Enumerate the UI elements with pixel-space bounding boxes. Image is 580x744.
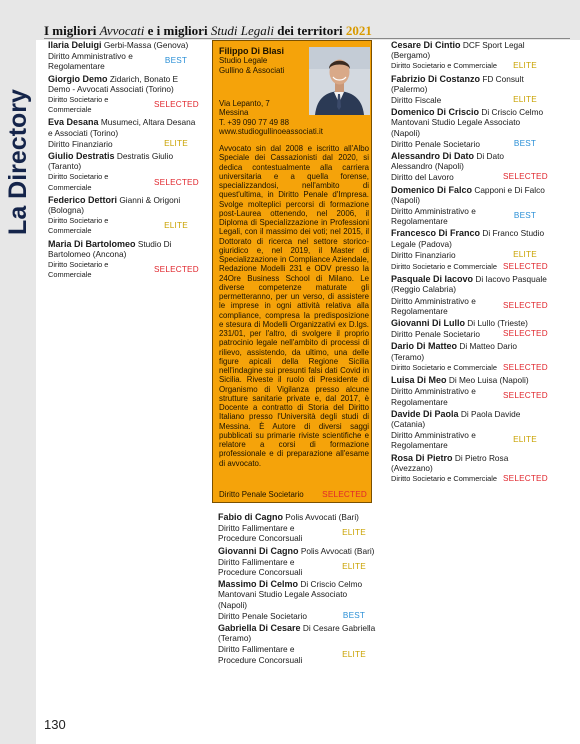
directory-entry [391, 318, 547, 339]
practice-area: Diritto Societario e Commerciale [391, 473, 497, 483]
directory-entry [391, 228, 547, 260]
ranking-badge: SELECTED [503, 473, 548, 483]
lawyer-name: Giovanni Di Cagno [218, 545, 299, 556]
ranking-badge: SELECTED [154, 177, 199, 187]
entry-heading [48, 40, 198, 50]
entry-heading [391, 375, 547, 385]
ranking-badge: ELITE [513, 249, 537, 259]
ranking-badge: ELITE [513, 61, 537, 71]
entry-heading [391, 318, 547, 328]
directory-entry [391, 151, 547, 183]
practice-area: Diritto Amministrativo e Regolamentare [391, 430, 476, 451]
ranking-badge: ELITE [164, 221, 188, 231]
lawyer-name: Fabrizio Di Costanzo [391, 73, 481, 84]
ranking-badge: BEST [513, 138, 537, 148]
ranking-badge: SELECTED [503, 262, 548, 272]
directory-entry [218, 546, 376, 578]
practice-area: Diritto Amministrativo e Regolamentare [391, 386, 476, 407]
ranking-badge: ELITE [342, 561, 366, 571]
practice-area: Diritto Societario e Commerciale [391, 262, 497, 272]
firm-name: Di Criscio Celmo Mantovani Studio Legale Associato (Napoli) [391, 107, 544, 138]
firm-name: Studio Di Bartolomeo (Ancona) [48, 238, 172, 259]
directory-entry [218, 512, 376, 544]
ranking-badge: SELECTED [503, 362, 548, 372]
entry-heading [391, 453, 547, 473]
directory-entry [391, 107, 547, 149]
entry-heading [391, 341, 547, 361]
firm-name: Di Franco Studio Legale (Padova) [391, 228, 545, 249]
practice-row [391, 206, 547, 226]
featured-profile [212, 40, 372, 503]
ranking-badge: SELECTED [503, 329, 548, 339]
firm-name: Di Matteo Dario (Teramo) [391, 341, 517, 362]
practice-area: Diritto Penale Societario [219, 490, 304, 499]
header-text: Avvocati [99, 23, 145, 38]
lawyer-name: Davide Di Paola [391, 408, 459, 419]
directory-entry [48, 74, 198, 116]
column-2 [218, 512, 376, 667]
practice-area: Diritto Fallimentare e Procedure Concorsuali [218, 556, 303, 578]
ranking-badge: ELITE [342, 528, 366, 538]
directory-entry [48, 151, 198, 193]
entry-heading [218, 512, 376, 522]
practice-area: Diritto del Lavoro [391, 172, 454, 183]
firm-name: FD Consult (Palermo) [391, 73, 524, 94]
firm-name: Di Cesare Gabriella (Teramo) [218, 623, 376, 644]
header-text: e i migliori [144, 23, 211, 38]
firm-name: Di Lullo (Trieste) [465, 318, 528, 329]
lawyer-name: Eva Desana [48, 117, 99, 128]
ranking-badge: ELITE [342, 649, 366, 659]
firm-name: Di Dato Alessandro (Napoli) [391, 151, 505, 172]
firm-name: Polis Avvocati (Bari) [298, 545, 375, 556]
lawyer-name: Domenico Di Falco [391, 184, 473, 195]
firm-name: Gerbi-Massa (Genova) [101, 40, 189, 50]
lawyer-name: Gabriella Di Cesare [218, 623, 301, 634]
featured-firm: Studio Legale [219, 56, 268, 66]
column-1 [48, 40, 198, 282]
practice-area: Diritto Societario e Commerciale [391, 362, 497, 372]
directory-entry [391, 74, 547, 106]
ranking-badge: SELECTED [154, 265, 199, 275]
practice-row [391, 386, 547, 406]
entry-heading [391, 107, 547, 138]
entry-heading [391, 274, 547, 294]
practice-row [391, 262, 547, 272]
directory-entry [48, 239, 198, 281]
practice-area: Diritto Finanziario [48, 138, 113, 149]
practice-area: Diritto Societario e Commerciale [48, 172, 109, 192]
firm-name: Di Criscio Celmo Mantovani Studio Legale Associato (Napoli) [218, 579, 363, 610]
directory-entry [391, 274, 547, 316]
ranking-badge: SELECTED [503, 391, 548, 401]
featured-phone: T. +39 090 77 49 88 [219, 117, 289, 127]
firm-name: Di Pietro Rosa (Avezzano) [391, 452, 509, 473]
practice-row [391, 430, 547, 450]
ranking-badge: SELECTED [322, 490, 367, 499]
featured-firm: Gullino & Associati [219, 65, 285, 75]
directory-entry [391, 375, 547, 407]
lawyer-name: Rosa Di Pietro [391, 452, 453, 463]
entry-heading [391, 40, 547, 60]
directory-entry [391, 185, 547, 227]
practice-row [391, 172, 547, 182]
practice-row [218, 644, 376, 664]
practice-area: Diritto Penale Societario [391, 138, 481, 149]
lawyer-name: Dario Di Matteo [391, 341, 458, 352]
practice-area: Diritto Fallimentare e Procedure Concorsuali [218, 523, 303, 544]
practice-area: Diritto Societario e Commerciale [48, 216, 109, 236]
featured-header [219, 47, 311, 75]
lawyer-name: Giovanni Di Lullo [391, 318, 465, 329]
featured-website[interactable]: www.studiogullinoeassociati.it [219, 126, 323, 136]
directory-entry [48, 40, 198, 72]
firm-name: Destratis Giulio (Taranto) [48, 151, 174, 172]
entry-heading [391, 409, 547, 429]
practice-area: Diritto Amministrativo e Regolamentare [391, 295, 476, 316]
page-number: 130 [44, 717, 66, 732]
practice-row [391, 95, 547, 105]
practice-row [391, 474, 547, 484]
header-text: Studi Legali [210, 23, 275, 38]
lawyer-name: Ilaria Deluigi [48, 40, 102, 50]
lawyer-name: Alessandro Di Dato [391, 151, 475, 162]
column-3 [391, 40, 547, 486]
practice-row [218, 611, 376, 621]
header-divider [44, 38, 570, 39]
practice-row [48, 172, 198, 192]
sidebar [0, 40, 36, 744]
practice-area: Diritto Penale Societario [218, 610, 308, 621]
firm-name: Gianni & Origoni (Bologna) [48, 194, 181, 216]
practice-row [48, 95, 198, 115]
lawyer-name: Cesare Di Cintio [391, 40, 461, 50]
lawyer-name: Giulio Destratis [48, 151, 115, 162]
ranking-badge: ELITE [513, 435, 537, 445]
entry-heading [391, 74, 547, 94]
lawyer-name: Massimo Di Celmo [218, 579, 299, 590]
firm-name: Capponi e Di Falco (Napoli) [391, 184, 545, 205]
lawyer-name: Maria Di Bartolomeo [48, 238, 136, 249]
entry-heading [48, 74, 198, 94]
lawyer-name: Luisa Di Meo [391, 375, 447, 386]
firm-name: Di Meo Luisa (Napoli) [446, 375, 529, 386]
firm-name: DCF Sport Legal (Bergamo) [391, 40, 525, 61]
directory-entry [391, 341, 547, 373]
practice-row [48, 216, 198, 236]
practice-row [218, 523, 376, 543]
lawyer-name: Federico Dettori [48, 194, 118, 205]
lawyer-name: Giorgio Demo [48, 73, 108, 84]
practice-row [391, 250, 547, 260]
directory-entry [391, 409, 547, 451]
page-header [44, 23, 372, 39]
practice-area: Diritto Societario e Commerciale [48, 260, 109, 280]
practice-row [48, 51, 198, 71]
entry-heading [48, 151, 198, 171]
directory-entry [48, 195, 198, 237]
lawyer-name: Pasquale Di Iacovo [391, 274, 474, 285]
ranking-badge: SELECTED [154, 100, 199, 110]
ranking-badge: BEST [164, 56, 188, 66]
featured-bio: Avvocato sin dal 2008 e iscritto all'Albo Speciale dei Cassazionisti dal 2020, si dedica contestualmente alla carriera universitaria e a quella forense, specializzandosi, nell'ambito di quest'ultima, in Diritto Penale d'Impresa. Svolge molteplici percorsi di formazione post-Laurea ottenendo, nel 2006, il Diploma di Specializzazione in Professioni Legali, con il massimo dei voti; nel 2015, il Dottorato di ricerca nel settore storico-giuridico e, nel 2019, il Master di Specializzazione in Compliance Aziendale, Redazione Modelli 231 e ODV presso la 24Ore Business School di Milano. Le diverse competenze maturate gli permetteranno, per un verso, di assistere le imprese in ogni attività relativa alla compliance, compresa la predisposizione e stesura di Modelli Organizzativi ex D.lgs. 231/01, per l'altro, di svolgere il proprio patrocinio legale nell'ambito di processi di rilievo, assistendo, da ultimo, una delle figure apicali della Regione Sicilia nell'indagine sui presunti falsi dati Covid in Sicilia. Riveste il ruolo di Presidente di Organismo di Vigilanza presso alcune strutture sanitarie private e, dal 2017, è Docente a contratto di Storia del Diritto Italiano presso l'Università degli studi di Messina. È Autore di diversi saggi pubblicati su primarie riviste scientifiche e relatore a corsi di formazione professionale e di preparazione all'esame di avvocato. [219, 144, 369, 468]
entry-heading [48, 117, 198, 137]
firm-name: Zidarich, Bonato E Demo - Avvocati Associati (Torino) [48, 73, 179, 94]
ranking-badge: BEST [513, 211, 537, 221]
practice-row [391, 61, 547, 71]
entry-heading [218, 623, 376, 643]
practice-area: Diritto Societario e Commerciale [391, 61, 497, 71]
entry-heading [218, 579, 376, 610]
firm-name: Polis Avvocati (Bari) [283, 512, 359, 522]
practice-area: Diritto Fallimentare e Procedure Concorsuali [218, 644, 303, 665]
practice-row [48, 139, 198, 149]
practice-area: Diritto Societario e Commerciale [48, 95, 109, 115]
ranking-badge: BEST [342, 610, 366, 620]
sidebar-title: La Directory [4, 89, 32, 235]
practice-area: Diritto Amministrativo e Regolamentare [48, 51, 133, 72]
directory-entry [391, 262, 547, 272]
practice-row [391, 363, 547, 373]
entry-heading [391, 151, 547, 171]
directory-entry [391, 453, 547, 485]
practice-area: Diritto Penale Societario [391, 329, 481, 340]
entry-heading [48, 239, 198, 259]
practice-row [391, 296, 547, 316]
header-year: 2021 [345, 23, 372, 38]
lawyer-name: Domenico Di Criscio [391, 107, 480, 118]
practice-row [48, 260, 198, 280]
ranking-badge: ELITE [164, 138, 188, 148]
firm-name: Di Paola Davide (Catania) [391, 408, 521, 429]
ranking-badge: SELECTED [503, 300, 548, 310]
featured-address: Via Lepanto, 7 [219, 99, 270, 108]
directory-entry [218, 579, 376, 621]
lawyer-name: Francesco Di Franco [391, 228, 481, 239]
practice-area: Diritto Fiscale [391, 95, 442, 106]
practice-area: Diritto Amministrativo e Regolamentare [391, 206, 476, 227]
practice-row [391, 329, 547, 339]
entry-heading [48, 195, 198, 215]
ranking-badge: ELITE [513, 95, 537, 105]
header-text: I migliori [44, 23, 100, 38]
featured-name: Filippo Di Blasi [219, 46, 285, 56]
featured-contact [219, 99, 369, 136]
firm-name: Di Iacovo Pasquale (Reggio Calabria) [391, 274, 547, 295]
practice-row [218, 557, 376, 577]
firm-name: Musumeci, Altara Desana e Associati (Torino) [48, 117, 196, 138]
practice-area: Diritto Finanziario [391, 249, 456, 260]
directory-entry [391, 40, 547, 72]
featured-footer [219, 490, 367, 499]
entry-heading [391, 185, 547, 205]
directory-entry [48, 117, 198, 149]
entry-heading [391, 228, 547, 248]
practice-row [391, 139, 547, 149]
entry-heading [218, 546, 376, 556]
directory-entry [218, 623, 376, 665]
lawyer-name: Fabio di Cagno [218, 512, 283, 522]
ranking-badge: SELECTED [503, 172, 548, 182]
header-text: dei territori [274, 23, 346, 38]
featured-city: Messina [219, 108, 249, 118]
